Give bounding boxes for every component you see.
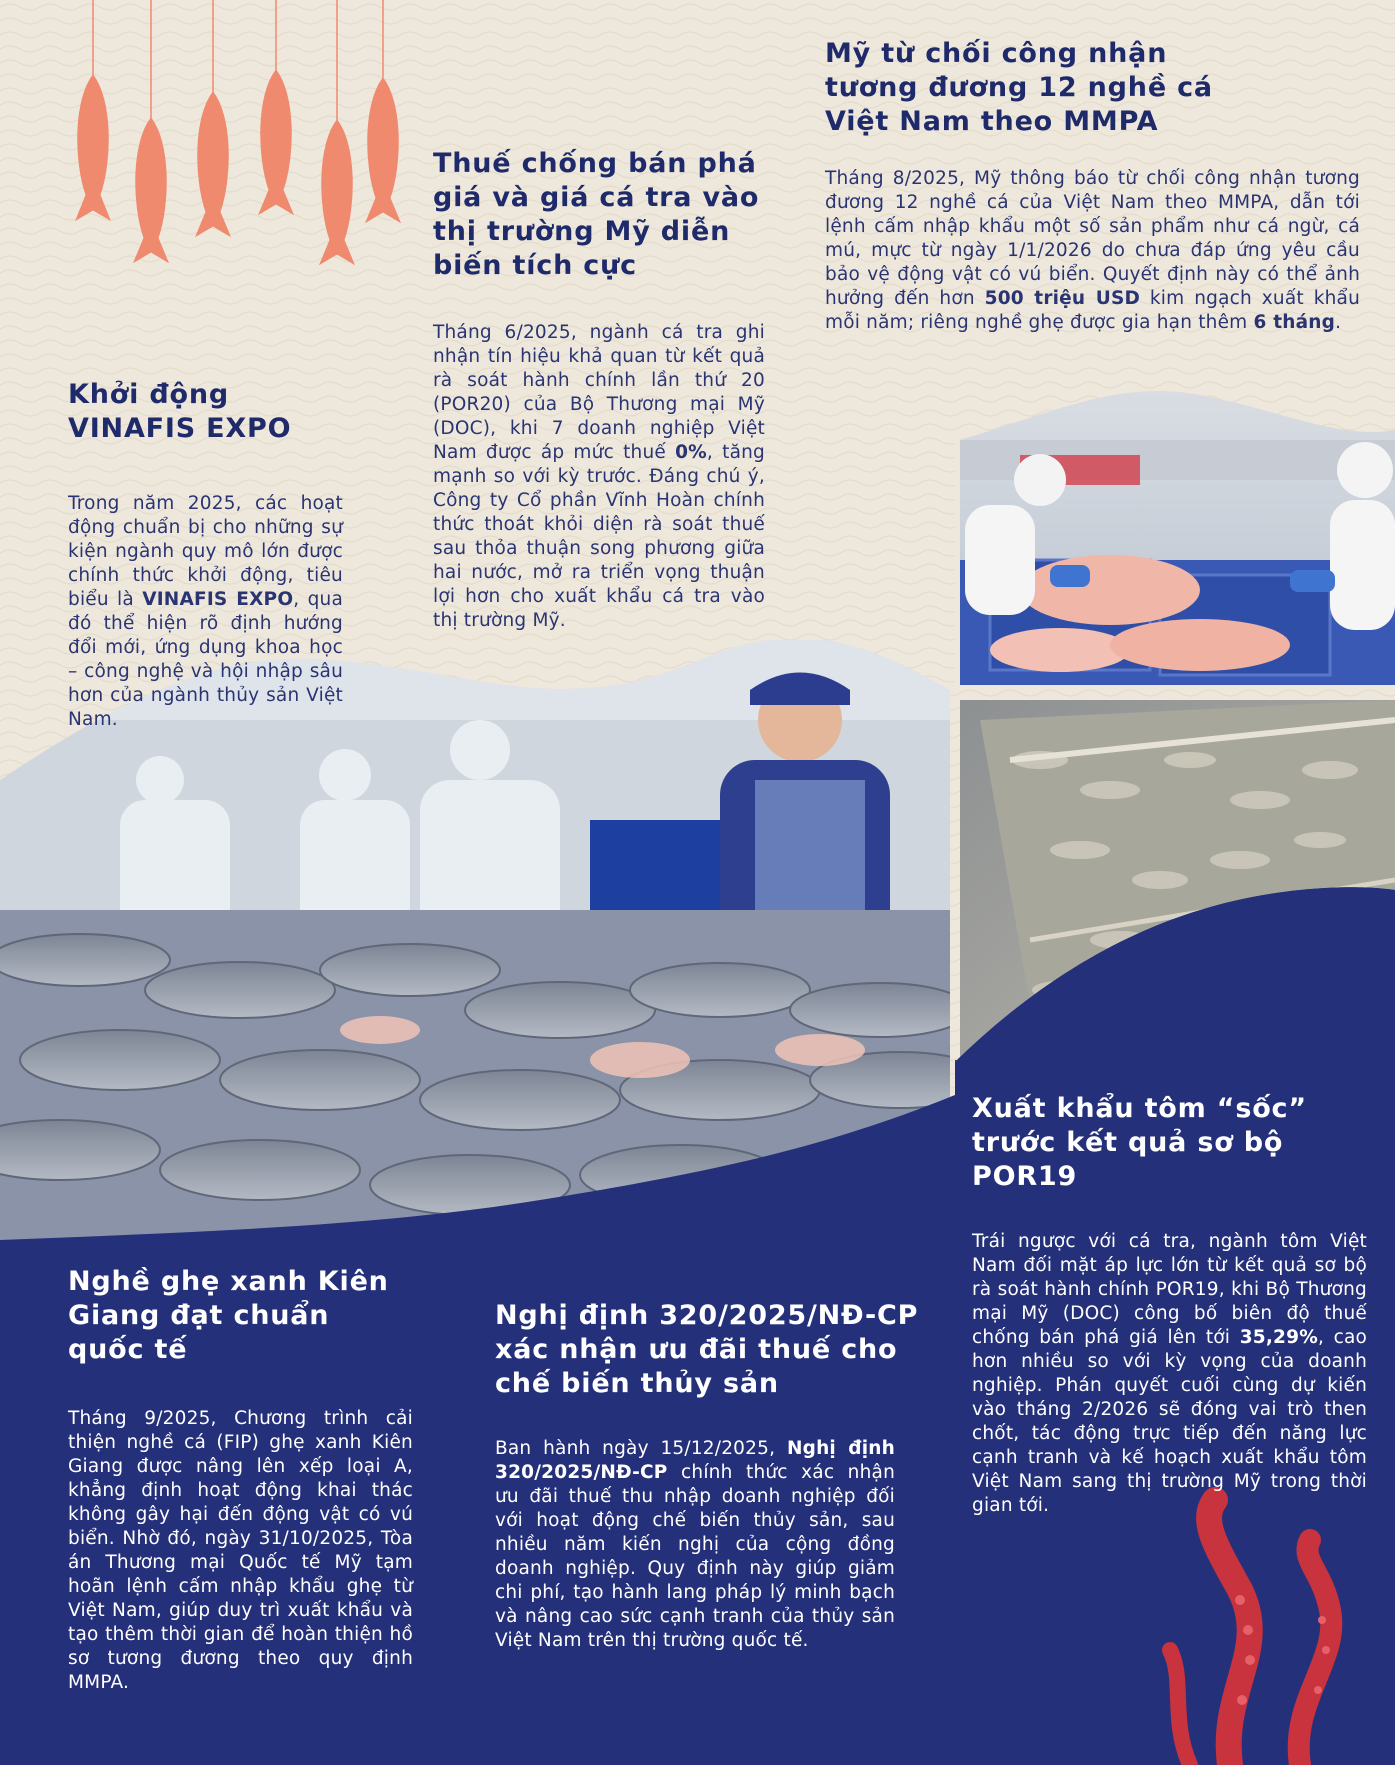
- anti-dumping-body-text: Tháng 6/2025, ngành cá tra ghi nhận tín hiệu khả quan từ kết quả rà soát hành chính lần thứ 20 (POR20) của Bộ Thương mại Mỹ (DOC), khi 7 doanh nghiệp Việt Nam được áp mức thuế: [433, 322, 765, 463]
- mmpa-body-bold-amount: 500 triệu USD: [984, 288, 1141, 309]
- shrimp-body: [972, 1230, 1367, 1518]
- section-anti-dumping: [433, 147, 765, 633]
- vinafis-body-text: Trong năm 2025, các hoạt động chuẩn bị cho những sự kiện ngành quy mô lớn được chính thức khởi động, tiêu biểu là: [68, 493, 343, 610]
- shrimp-title: Xuất khẩu tôm “sốc” trước kết quả sơ bộ POR19: [972, 1093, 1307, 1192]
- mmpa-body-bold-duration: 6 tháng: [1253, 312, 1336, 333]
- shrimp-body-text-end: , cao hơn nhiều so với kỳ vọng của doanh nghiệp. Phán quyết cuối cùng dự kiến vào tháng 2/2026 sẽ đóng vai trò then chốt, tác động trực tiếp đến năng lực cạnh tranh và kế hoạch xuất khẩu tôm Việt Nam sang thị trường Mỹ trong thời gian tới.: [972, 1327, 1367, 1516]
- crab-body: Tháng 9/2025, Chương trình cải thiện nghề cá (FIP) ghẹ xanh Kiên Giang được nâng lên xếp loại A, khẳng định hoạt động khai thác không gây hại đến động vật có vú biển. Nhờ đó, ngày 31/10/2025, Tòa án Thương mại Quốc tế Mỹ tạm hoãn lệnh cấm nhập khẩu ghẹ từ Việt Nam, giúp duy trì xuất khẩu và tạo thêm thời gian để hoàn thiện hồ sơ tương đương theo quy định MMPA.: [68, 1408, 413, 1693]
- decree-body-text: Ban hành ngày 15/12/2025,: [495, 1438, 787, 1459]
- section-crab: [68, 1265, 413, 1695]
- shrimp-body-bold: 35,29%: [1239, 1327, 1318, 1348]
- vinafis-title-line1: Khởi động: [68, 379, 229, 410]
- mmpa-body-text: Tháng 8/2025, Mỹ thông báo từ chối công nhận tương đương 12 nghề cá của Việt Nam theo MMPA, dẫn tới lệnh cấm nhập khẩu một số sản phẩm như cá ngừ, cá mú, mực từ ngày 1/1/2026 do chưa đáp ứng yêu cầu bảo vệ động vật có vú biển. Quyết định này có thể ảnh hưởng đến hơn: [825, 168, 1360, 309]
- shrimp-body-text: Trái ngược với cá tra, ngành tôm Việt Nam đối mặt áp lực lớn từ kết quả sơ bộ rà soát hành chính POR19, khi Bộ Thương mại Mỹ (DOC) công bố biên độ thuế chống bán phá giá lên tới: [972, 1231, 1367, 1348]
- anti-dumping-body-text-end: , tăng mạnh so với kỳ trước. Đáng chú ý, Công ty Cổ phần Vĩnh Hoàn chính thức thoát khỏi diện rà soát thuế sau thỏa thuận song phương giữa hai nước, mở ra triển vọng thuận lợi hơn cho xuất khẩu cá tra vào thị trường Mỹ.: [433, 442, 765, 631]
- mmpa-title: Mỹ từ chối công nhận tương đương 12 nghề cá Việt Nam theo MMPA: [825, 38, 1213, 137]
- anti-dumping-title: Thuế chống bán phá giá và giá cá tra vào thị trường Mỹ diễn biến tích cực: [433, 148, 760, 281]
- section-mmpa: [825, 37, 1360, 335]
- section-vinafis: [68, 378, 343, 732]
- section-shrimp: [972, 1092, 1367, 1518]
- vinafis-body: [68, 492, 343, 732]
- vinafis-body-text-end: , qua đó thể hiện rõ định hướng đổi mới, ứng dụng khoa học – công nghệ và hội nhập sâu hơn của ngành thủy sản Việt Nam.: [68, 589, 343, 730]
- vinafis-title-line2: VINAFIS EXPO: [68, 413, 292, 444]
- vinafis-title: [68, 378, 343, 446]
- mmpa-body-text-end: .: [1335, 312, 1342, 333]
- decree-title: Nghị định 320/2025/NĐ-CP xác nhận ưu đãi thuế cho chế biến thủy sản: [495, 1300, 919, 1399]
- section-decree: [495, 1299, 919, 1653]
- decree-body: [495, 1437, 895, 1653]
- mmpa-body-text-middle: kim ngạch xuất khẩu mỗi năm; riêng nghề ghẹ được gia hạn thêm: [825, 288, 1360, 333]
- decree-body-bold: Nghị định 320/2025/NĐ-CP: [495, 1438, 896, 1483]
- vinafis-body-bold: VINAFIS EXPO: [142, 589, 294, 610]
- mmpa-body: [825, 167, 1360, 335]
- photo-fillet-line: [960, 391, 1395, 685]
- decree-body-text-end: chính thức xác nhận ưu đãi thuế thu nhập doanh nghiệp đối với hoạt động chế biến thủy sản, sau nhiều năm kiến nghị của cộng đồng doanh nghiệp. Quy định này giúp giảm chi phí, tạo hành lang pháp lý minh bạch và nâng cao sức cạnh tranh của thủy sản Việt Nam trên thị trường quốc tế.: [495, 1462, 895, 1651]
- anti-dumping-body-bold: 0%: [675, 442, 707, 463]
- crab-title: Nghề ghẹ xanh Kiên Giang đạt chuẩn quốc tế: [68, 1266, 389, 1365]
- anti-dumping-body: [433, 321, 765, 633]
